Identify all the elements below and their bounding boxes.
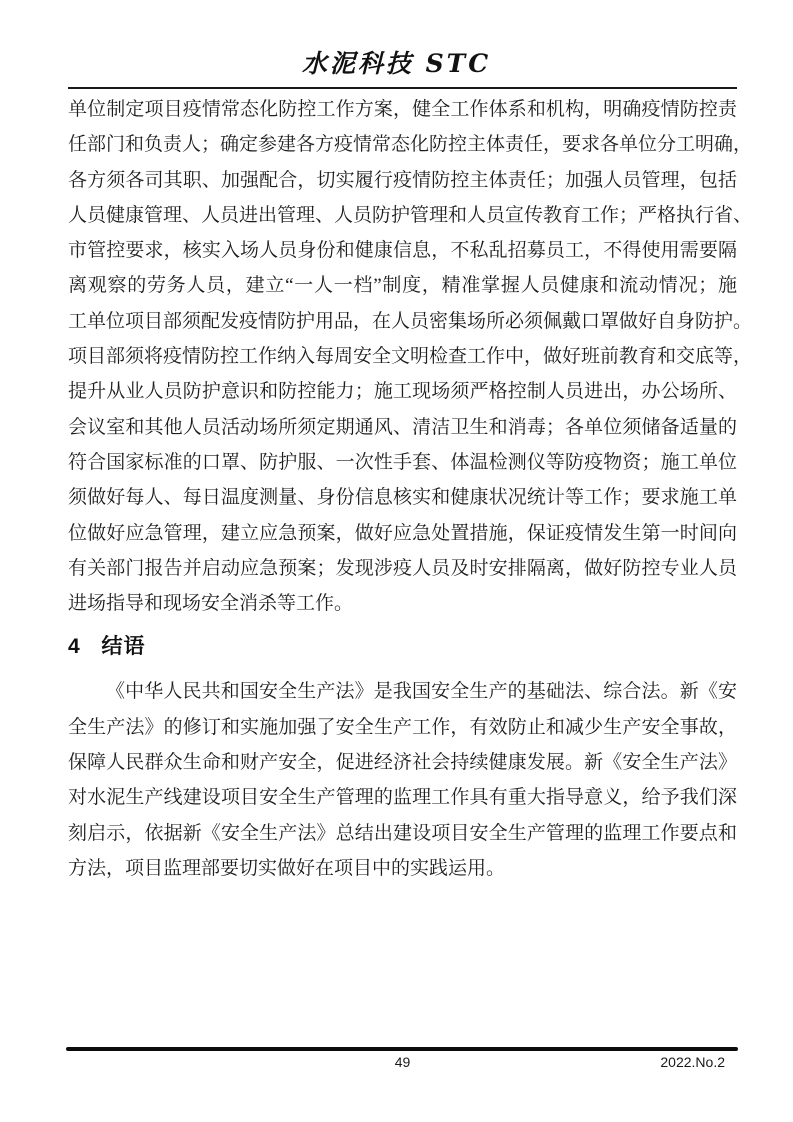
text-line: 方法，项目监理部要切实做好在项目中的实践运用。 [68, 857, 506, 879]
page-footer [68, 1054, 737, 1074]
text-line: 符合国家标准的口罩、防护服、一次性手套、体温检测仪等防疫物资；施工单位 [68, 451, 737, 473]
text-line: 单位制定项目疫情常态化防控工作方案，健全工作体系和机构，明确疫情防控责 [68, 99, 737, 120]
text-line: 《中华人民共和国安全生产法》是我国安全生产的基础法、综合法。新《安 [106, 681, 737, 703]
text-line: 人员健康管理、人员进出管理、人员防护管理和人员宣传教育工作；严格执行省、 [68, 204, 753, 226]
text-line: 位做好应急管理，建立应急预案，做好应急处置措施，保证疫情发生第一时间向 [68, 522, 737, 544]
header-rule [68, 87, 737, 89]
text-line: 须做好每人、每日温度测量、身份信息核实和健康状况统计等工作；要求施工单 [68, 487, 737, 509]
footer-rule [66, 1047, 738, 1051]
text-line: 项目部须将疫情防控工作纳入每周安全文明检查工作中，做好班前教育和交底等， [68, 346, 753, 368]
text-line: 进场指导和现场安全消杀等工作。 [68, 593, 354, 615]
issue-number: 2022.No.2 [660, 1054, 725, 1070]
text-line: 有关部门报告并启动应急预案；发现涉疫人员及时安排隔离，做好防控专业人员 [68, 557, 737, 579]
text-line: 刻启示，依据新《安全生产法》总结出建设项目安全生产管理的监理工作要点和 [68, 822, 737, 844]
paragraph-conclusion [68, 674, 737, 886]
section-title: 结语 [101, 635, 146, 659]
page-body [68, 92, 753, 886]
text-line: 工单位项目部须配发疫情防护用品，在人员密集场所必须佩戴口罩做好自身防护。 [68, 310, 753, 332]
text-line: 各方须各司其职、加强配合，切实履行疫情防控主体责任；加强人员管理，包括 [68, 169, 737, 191]
section-heading-conclusion [68, 632, 737, 662]
text-line: 提升从业人员防护意识和防控能力；施工现场须严格控制人员进出，办公场所、 [68, 381, 737, 403]
page-number: 49 [394, 1054, 411, 1070]
journal-title: 水泥科技 STC [301, 49, 492, 78]
text-line: 离观察的劳务人员，建立“一人一档”制度，精准掌握人员健康和流动情况；施 [68, 275, 737, 297]
text-line: 市管控要求，核实入场人员身份和健康信息，不私乱招募员工，不得使用需要隔 [68, 240, 737, 262]
paragraph-epidemic-prevention [68, 92, 753, 621]
text-line: 会议室和其他人员活动场所须定期通风、清洁卫生和消毒；各单位须储备适量的 [68, 416, 737, 438]
text-line: 全生产法》的修订和实施加强了安全生产工作，有效防止和减少生产安全事故， [68, 716, 737, 738]
text-line: 对水泥生产线建设项目安全生产管理的监理工作具有重大指导意义，给予我们深 [68, 787, 737, 809]
text-line: 任部门和负责人；确定参建各方疫情常态化防控主体责任，要求各单位分工明确， [68, 134, 753, 156]
text-line: 保障人民群众生命和财产安全，促进经济社会持续健康发展。新《安全生产法》 [68, 752, 737, 774]
section-number: 4 [68, 635, 80, 659]
